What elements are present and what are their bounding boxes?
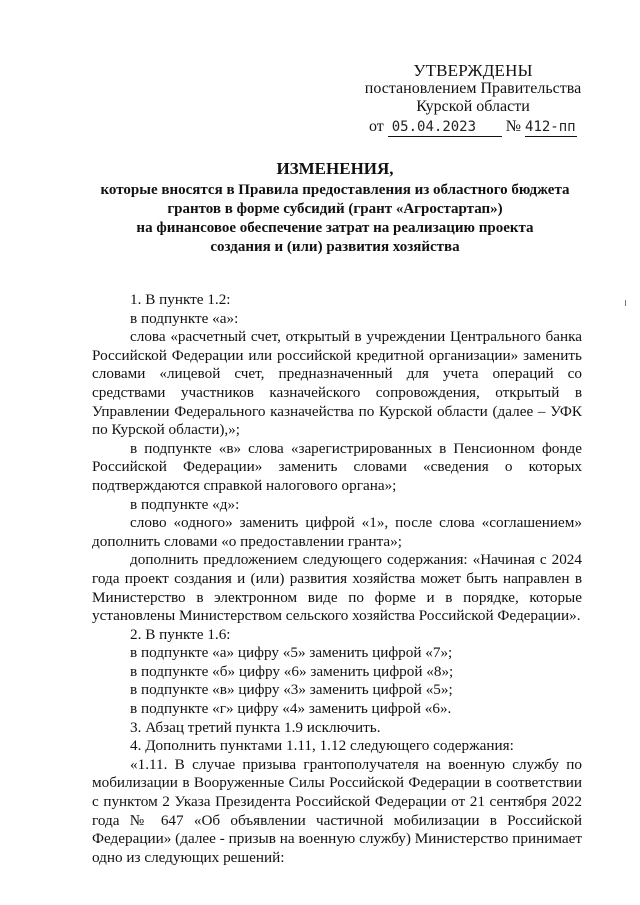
title-heading: ИЗМЕНЕНИЯ,: [276, 159, 394, 178]
approval-date: 05.04.2023: [388, 119, 502, 137]
paragraph: слово «одного» заменить цифрой «1», после слова «соглашением» дополнить словами «о предоставлении гранта»;: [92, 514, 582, 550]
document-body: [92, 291, 582, 867]
scan-mark: [625, 300, 626, 306]
paragraph: 1. В пункте 1.2:: [130, 291, 231, 308]
paragraph: слова «расчетный счет, открытый в учреждении Центрального банка Российской Федерации или российской кредитной организации» заменить словами «лицевой счет, предназначенный для учета операций со средствами участников казначейского сопровождения, открытый в Управлении Федерального казначейства по Курской области (далее – УФК по Курской области),»;: [92, 328, 582, 439]
paragraph: 2. В пункте 1.6:: [130, 625, 231, 643]
approval-line-1: постановлением Правительства: [364, 80, 582, 97]
title-line-2: грантов в форме субсидий (грант «Агростартап»): [167, 201, 503, 217]
paragraph: 3. Абзац третий пункта 1.9 исключить.: [130, 718, 381, 736]
number-sign: №: [505, 118, 522, 135]
paragraph: в подпункте «б» цифру «6» заменить цифрой «8»;: [130, 662, 454, 680]
approval-block: [360, 62, 586, 137]
paragraph: 4. Дополнить пунктами 1.11, 1.12 следующего содержания:: [130, 737, 514, 755]
approval-number: 412-пп: [525, 119, 576, 135]
paragraph: в подпункте «а» цифру «5» заменить цифрой «7»;: [130, 644, 453, 662]
approval-date-line: [360, 118, 586, 137]
approval-heading: УТВЕРЖДЕНЫ: [413, 61, 533, 80]
paragraph: в подпункте «д»:: [130, 495, 240, 513]
paragraph: дополнить предложением следующего содержания: «Начиная с 2024 года проект создания и (или) развития хозяйства может быть направлен в Министерство в электронном виде по форме и в порядке, которые установлены Министерством сельского хозяйства Российской Федерации».: [92, 551, 582, 625]
document-title: [60, 159, 610, 257]
date-prefix: от: [368, 118, 384, 135]
paragraph: «1.11. В случае призыва грантополучателя на военную службу по мобилизации в Вооруженные Силы Российской Федерации в соответствии с пунктом 2 Указа Президента Российской Федерации от 21 сентября 2022 года № 647 «Об объявлении частичной мобилизации в Российской Федерации» (далее - призыв на военную службу) Министерство принимает одно из следующих решений:: [92, 755, 582, 866]
paragraph: в подпункте «в» цифру «3» заменить цифрой «5»;: [130, 681, 453, 699]
approval-line-2: Курской области: [416, 98, 530, 115]
paragraph: в подпункте «в» слова «зарегистрированных в Пенсионном фонде Российской Федерации» заменить словами «сведения о которых подтверждаются справкой налогового органа»;: [92, 439, 582, 494]
paragraph: в подпункте «г» цифру «4» заменить цифрой «6».: [130, 700, 452, 718]
title-line-3: на финансовое обеспечение затрат на реализацию проекта: [136, 220, 534, 236]
title-line-1: которые вносятся в Правила предоставления из областного бюджета: [100, 182, 570, 198]
paragraph: в подпункте «а»:: [130, 309, 239, 327]
title-line-4: создания и (или) развития хозяйства: [210, 239, 460, 255]
